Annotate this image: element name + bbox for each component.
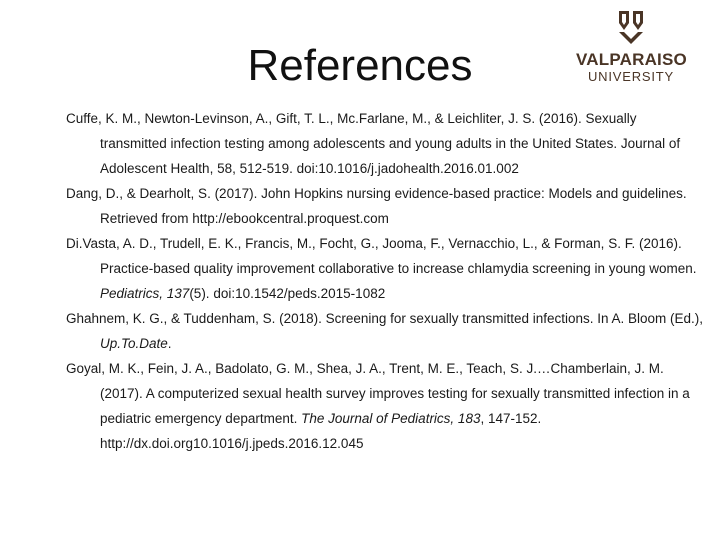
reference-item: [66, 231, 706, 306]
reference-text: Ghahnem, K. G., & Tuddenham, S. (2018). Screening for sexually transmitted infections. In A. Bloom (Ed.),: [66, 311, 704, 326]
reference-source: Up.To.Date: [100, 336, 168, 351]
reference-text: Cuffe, K. M., Newton-Levinson, A., Gift, T. L., Mc.Farlane, M., & Leichliter, J. S. (2016). Sexually transmitted infection testing among adolescents and young adults in the United States. Journal of Adolescent Health, 58, 512-519. doi:10.1016/j.jadohealth.2016.01.002: [66, 111, 681, 176]
page-title: References: [247, 41, 473, 90]
reference-text: Dang, D., & Dearholt, S. (2017). John Hopkins nursing evidence-based practice: Models and guidelines. Retrieved from http://ebookcentral.proquest.com: [66, 186, 687, 226]
reference-text-end: , 147-152. http://dx.doi.org10.1016/j.jpeds.2016.12.045: [100, 411, 542, 451]
university-logo: [576, 10, 686, 82]
valparaiso-shield-icon: [616, 10, 646, 46]
reference-journal: Pediatrics, 137: [100, 286, 190, 301]
logo-wordmark: VALPARAISO: [576, 50, 687, 69]
reference-text: Di.Vasta, A. D., Trudell, E. K., Francis, M., Focht, G., Jooma, F., Vernacchio, L., & Forman, S. F. (2016). Practice-based quality improvement collaborative to increase chlamydia screening in young women.: [66, 236, 697, 276]
reference-journal: The Journal of Pediatrics, 183: [301, 411, 481, 426]
reference-text-end: .: [167, 336, 172, 351]
reference-text-end: (5). doi:10.1542/peds.2015-1082: [189, 286, 386, 301]
logo-subtitle: UNIVERSITY: [587, 69, 674, 84]
reference-item: [66, 106, 706, 181]
reference-item: [66, 306, 706, 356]
reference-item: [66, 356, 706, 456]
reference-text: Goyal, M. K., Fein, J. A., Badolato, G. M., Shea, J. A., Trent, M. E., Teach, S. J.…Chamberlain, J. M. (2017). A computerized sexual health survey improves testing for sexually transmitted infection in a pediatric emergency department.: [66, 361, 690, 426]
reference-item: [66, 181, 706, 231]
references-list: [66, 106, 706, 456]
